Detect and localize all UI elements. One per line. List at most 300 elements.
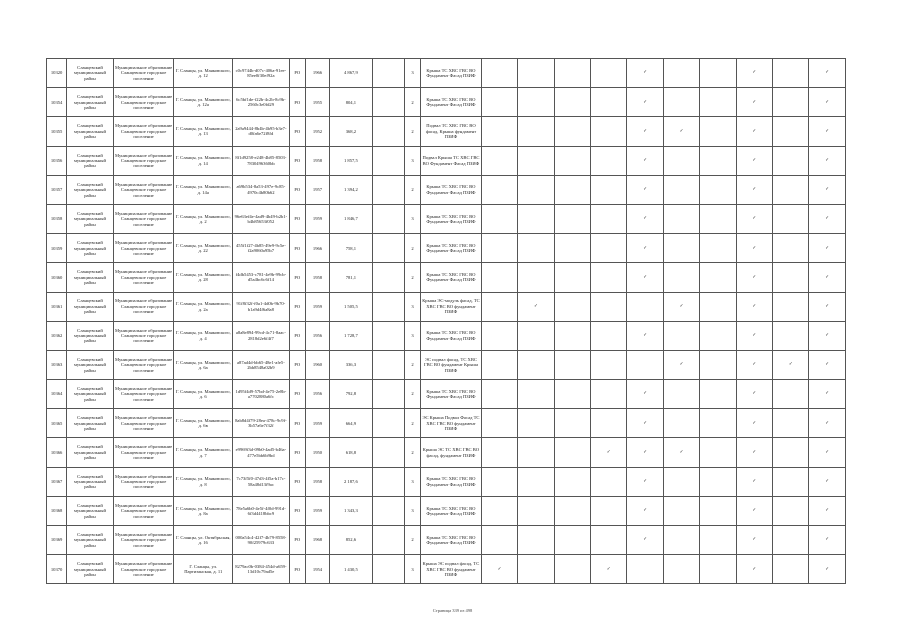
floors-cell: 3 <box>404 59 420 88</box>
check-cell: ✓ <box>736 204 772 233</box>
check-cell <box>518 88 554 117</box>
check-cell: ✓ <box>809 321 846 350</box>
blank-cell <box>372 496 404 525</box>
check-cell <box>481 438 517 467</box>
check-cell <box>591 204 627 233</box>
check-cell <box>518 467 554 496</box>
blank-cell <box>372 555 404 584</box>
check-cell: ✓ <box>736 526 772 555</box>
district-cell: Сланцевский муниципальный район <box>67 146 114 175</box>
check-cell <box>700 88 736 117</box>
address-cell: Г. Сланцы, ул. Маяковского, д. 8а <box>174 496 233 525</box>
guid-cell: 8ab8d4f79-28ea-478c-9c9f-3b57a6e7f32f <box>233 409 290 438</box>
floors-cell: 3 <box>404 204 420 233</box>
guid-cell: 000a54c4-42f7-4b79-8558-90f25979c633 <box>233 526 290 555</box>
guid-cell: 91f8f32f-f0a1-4d0b-9b70-b1a9d4f6a8a8 <box>233 292 290 321</box>
check-cell: ✓ <box>627 263 663 292</box>
blank-cell <box>372 88 404 117</box>
year-cell: 1966 <box>305 59 329 88</box>
row-id: 10355 <box>47 117 67 146</box>
area-cell: 852,6 <box>330 526 372 555</box>
check-cell <box>773 321 809 350</box>
blank-cell <box>372 263 404 292</box>
table-row <box>47 175 846 204</box>
org-cell: Муниципальное образование Сланцевское городское поселение <box>113 467 174 496</box>
check-cell: ✓ <box>809 88 846 117</box>
check-cell <box>481 526 517 555</box>
year-cell: 1958 <box>305 467 329 496</box>
org-cell: Муниципальное образование Сланцевское городское поселение <box>113 59 174 88</box>
table-row <box>47 526 846 555</box>
check-cell <box>773 438 809 467</box>
check-cell <box>700 526 736 555</box>
check-cell: ✓ <box>809 526 846 555</box>
district-cell: Сланцевский муниципальный район <box>67 88 114 117</box>
floors-cell: 2 <box>404 409 420 438</box>
check-cell: ✓ <box>809 204 846 233</box>
district-cell: Сланцевский муниципальный район <box>67 59 114 88</box>
year-cell: 1966 <box>305 234 329 263</box>
check-cell <box>663 234 699 263</box>
check-cell <box>700 467 736 496</box>
area-cell: 781,1 <box>330 263 372 292</box>
check-cell <box>773 526 809 555</box>
check-cell <box>591 292 627 321</box>
check-cell: ✓ <box>809 292 846 321</box>
works-cell: Крыша ТС ХВС ГВС ВО Фундамент Фасад ПЗИФ <box>421 204 482 233</box>
guid-cell: 2a9a9444-8b4b-4b95-b3e7-d0fa6e72f8fd <box>233 117 290 146</box>
table-row <box>47 263 846 292</box>
works-cell: Подвал Крыша ТС ХВС ГВС ВО Фундамент Фасад ПЗИФ <box>421 146 482 175</box>
row-id: 10359 <box>47 234 67 263</box>
table-row <box>47 467 846 496</box>
area-cell: 1 505,5 <box>330 292 372 321</box>
check-cell <box>663 88 699 117</box>
check-cell <box>481 409 517 438</box>
address-cell: Г. Сланцы, ул. Маяковского, д. 12 <box>174 59 233 88</box>
type-cell: PO <box>289 380 305 409</box>
check-cell <box>591 175 627 204</box>
table-row <box>47 59 846 88</box>
check-cell <box>773 263 809 292</box>
table-row <box>47 555 846 584</box>
address-cell: Г. Сланцы, ул. Маяковского, д. 2 <box>174 204 233 233</box>
district-cell: Сланцевский муниципальный район <box>67 263 114 292</box>
row-id: 10357 <box>47 175 67 204</box>
district-cell: Сланцевский муниципальный район <box>67 555 114 584</box>
year-cell: 1955 <box>305 88 329 117</box>
check-cell <box>518 496 554 525</box>
check-cell <box>518 526 554 555</box>
works-cell: Крыша ЭС подвал фасад, ТС ХВС ГВС ВО фундамент ПЗИФ <box>421 555 482 584</box>
check-cell <box>554 526 590 555</box>
check-cell <box>591 263 627 292</box>
type-cell: PO <box>289 438 305 467</box>
table-row <box>47 380 846 409</box>
year-cell: 1968 <box>305 526 329 555</box>
area-cell: 1 857,5 <box>330 146 372 175</box>
check-cell: ✓ <box>627 234 663 263</box>
check-cell <box>700 380 736 409</box>
district-cell: Сланцевский муниципальный район <box>67 234 114 263</box>
guid-cell: a87ad4d-bb65-48e1-afe5-2bb8548a02b9 <box>233 350 290 379</box>
blank-cell <box>372 292 404 321</box>
address-cell: Г. Сланцы, ул. Маяковского, д. 12а <box>174 88 233 117</box>
guid-cell: c0c9744b-d07c-406a-91ee-85ee0f30ef92a <box>233 59 290 88</box>
check-cell <box>663 321 699 350</box>
table-row <box>47 204 846 233</box>
check-cell <box>554 409 590 438</box>
check-cell <box>700 350 736 379</box>
check-cell <box>700 263 736 292</box>
check-cell <box>773 117 809 146</box>
check-cell: ✓ <box>809 409 846 438</box>
check-cell <box>481 175 517 204</box>
check-cell <box>700 496 736 525</box>
check-cell <box>627 292 663 321</box>
check-cell <box>663 263 699 292</box>
check-cell: ✓ <box>663 350 699 379</box>
guid-cell: 1d95f4d9-57bd-4e75-2e8b-a7702880a6fc <box>233 380 290 409</box>
check-cell <box>591 88 627 117</box>
area-cell: 664,9 <box>330 409 372 438</box>
check-cell <box>700 321 736 350</box>
district-cell: Сланцевский муниципальный район <box>67 496 114 525</box>
address-cell: Г. Сланцы, ул. Маяковского, д. 14 <box>174 146 233 175</box>
org-cell: Муниципальное образование Сланцевское городское поселение <box>113 555 174 584</box>
check-cell <box>554 321 590 350</box>
row-id: 10354 <box>47 88 67 117</box>
year-cell: 1952 <box>305 117 329 146</box>
table-row <box>47 146 846 175</box>
check-cell <box>700 59 736 88</box>
works-cell: ЭС Крыша Подвал Фасад ТС ХВС ГВС ВО фундамент ПЗИФ <box>421 409 482 438</box>
table-body <box>47 59 846 584</box>
check-cell <box>518 175 554 204</box>
check-cell <box>773 204 809 233</box>
year-cell: 1959 <box>305 292 329 321</box>
table-row <box>47 117 846 146</box>
check-cell <box>518 380 554 409</box>
district-cell: Сланцевский муниципальный район <box>67 467 114 496</box>
floors-cell: 3 <box>404 292 420 321</box>
check-cell: ✓ <box>627 321 663 350</box>
check-cell <box>773 292 809 321</box>
check-cell <box>700 204 736 233</box>
type-cell: PO <box>289 526 305 555</box>
check-cell <box>481 204 517 233</box>
check-cell <box>663 409 699 438</box>
row-id: 10369 <box>47 526 67 555</box>
year-cell: 1959 <box>305 409 329 438</box>
address-cell: Г. Сланцы, ул. Октябрьская, д. 16 <box>174 526 233 555</box>
check-cell <box>554 204 590 233</box>
check-cell <box>481 263 517 292</box>
year-cell: 1959 <box>305 204 329 233</box>
check-cell <box>773 467 809 496</box>
type-cell: PO <box>289 409 305 438</box>
type-cell: PO <box>289 292 305 321</box>
blank-cell <box>372 117 404 146</box>
check-cell <box>481 467 517 496</box>
check-cell: ✓ <box>627 467 663 496</box>
check-cell <box>518 234 554 263</box>
check-cell <box>663 204 699 233</box>
guid-cell: 78e5a6b0-4e5f-4f0d-991d-6f3d4418bbc9 <box>233 496 290 525</box>
district-cell: Сланцевский муниципальный район <box>67 292 114 321</box>
check-cell <box>481 496 517 525</box>
area-cell: 368,2 <box>330 117 372 146</box>
year-cell: 1960 <box>305 350 329 379</box>
year-cell: 1957 <box>305 175 329 204</box>
check-cell <box>627 350 663 379</box>
check-cell <box>773 409 809 438</box>
check-cell <box>481 292 517 321</box>
blank-cell <box>372 321 404 350</box>
check-cell <box>591 526 627 555</box>
works-cell: Крыша ТС ХВС ГВС ВО Фундамент Фасад ПЗИФ <box>421 321 482 350</box>
check-cell <box>518 555 554 584</box>
check-cell <box>591 467 627 496</box>
check-cell <box>773 380 809 409</box>
check-cell: ✓ <box>809 467 846 496</box>
works-cell: Крыша ТС ХВС ГВС ВО Фундамент Фасад ПЗИФ <box>421 496 482 525</box>
check-cell <box>773 234 809 263</box>
check-cell: ✓ <box>736 234 772 263</box>
table-row <box>47 496 846 525</box>
check-cell <box>554 292 590 321</box>
check-cell: ✓ <box>736 88 772 117</box>
guid-cell: 96e63ef4e-4ad9-4b49-b2b1-b4b85653f052 <box>233 204 290 233</box>
area-cell: 1 846,7 <box>330 204 372 233</box>
check-cell: ✓ <box>773 350 809 379</box>
check-cell <box>554 380 590 409</box>
org-cell: Муниципальное образование Сланцевское городское поселение <box>113 438 174 467</box>
row-id: 10356 <box>47 146 67 175</box>
address-cell: Г. Сланцы, ул. Маяковского, д. 6а <box>174 350 233 379</box>
works-cell: Крыша ЭС ТС ХВС ГВС ВО фасад, фундамент ПЗИФ <box>421 438 482 467</box>
check-cell: ✓ <box>736 350 772 379</box>
check-cell <box>773 88 809 117</box>
check-cell <box>663 380 699 409</box>
blank-cell <box>372 438 404 467</box>
check-cell: ✓ <box>736 409 772 438</box>
check-cell <box>554 496 590 525</box>
check-cell <box>554 88 590 117</box>
check-cell: ✓ <box>736 555 772 584</box>
address-cell: Г. Сланцы, ул. Маяковского, д. 7 <box>174 438 233 467</box>
check-cell: ✓ <box>736 380 772 409</box>
works-cell: Крыша ТС ХВС ГВС ВО Фундамент Фасад ПЗИФ <box>421 175 482 204</box>
year-cell: 1956 <box>305 321 329 350</box>
check-cell: ✓ <box>809 117 846 146</box>
check-cell <box>518 146 554 175</box>
type-cell: PO <box>289 88 305 117</box>
area-cell: 1 430,5 <box>330 555 372 584</box>
check-cell: ✓ <box>627 526 663 555</box>
row-id: 10368 <box>47 496 67 525</box>
address-cell: Г. Сланцы, ул. Маяковского, д. 4 <box>174 321 233 350</box>
area-cell: 2 187,6 <box>330 467 372 496</box>
org-cell: Муниципальное образование Сланцевское городское поселение <box>113 117 174 146</box>
works-cell: ЭС подвал фасад, ТС ХВС ГВС ВО фундамент Крыша ПЗИФ <box>421 350 482 379</box>
type-cell: PO <box>289 321 305 350</box>
row-id: 10365 <box>47 409 67 438</box>
check-cell <box>663 496 699 525</box>
works-cell: Крыша ТС ХВС ГВС ВО Фундамент Фасад ПЗИФ <box>421 263 482 292</box>
works-cell: Крыша ТС ХВС ГВС ВО Фундамент Фасад ПЗИФ <box>421 380 482 409</box>
year-cell: 1959 <box>305 496 329 525</box>
works-cell: Крыша ТС ХВС ГВС ВО Фундамент Фасад ПЗИФ <box>421 234 482 263</box>
guid-cell: f4db5453-c781-4e9b-99cb-d5a4bc6c6f14 <box>233 263 290 292</box>
check-cell: ✓ <box>809 59 846 88</box>
district-cell: Сланцевский муниципальный район <box>67 380 114 409</box>
check-cell <box>554 555 590 584</box>
check-cell <box>518 409 554 438</box>
check-cell: ✓ <box>591 438 627 467</box>
blank-cell <box>372 380 404 409</box>
check-cell <box>591 409 627 438</box>
check-cell <box>773 59 809 88</box>
row-id: 10367 <box>47 467 67 496</box>
check-cell: ✓ <box>663 117 699 146</box>
type-cell: PO <box>289 467 305 496</box>
works-cell: Крыша ТС ХВС ГВС ВО Фундамент Фасад ПЗИФ <box>421 467 482 496</box>
check-cell: ✓ <box>663 438 699 467</box>
check-cell <box>481 59 517 88</box>
check-cell <box>591 117 627 146</box>
floors-cell: 3 <box>404 467 420 496</box>
row-id: 10363 <box>47 350 67 379</box>
guid-cell: a8a8e894-99cd-4c71-8aac-2818d2e6f4f7 <box>233 321 290 350</box>
type-cell: PO <box>289 117 305 146</box>
works-cell: Крыша ТС ХВС ГВС ВО Фундамент Фасад ПЗИФ <box>421 526 482 555</box>
check-cell <box>518 59 554 88</box>
table-row <box>47 409 846 438</box>
check-cell <box>663 555 699 584</box>
check-cell <box>481 321 517 350</box>
check-cell <box>518 263 554 292</box>
floors-cell: 2 <box>404 526 420 555</box>
check-cell <box>591 234 627 263</box>
floors-cell: 2 <box>404 175 420 204</box>
check-cell: ✓ <box>627 438 663 467</box>
row-id: 10366 <box>47 438 67 467</box>
row-id: 10362 <box>47 321 67 350</box>
type-cell: PO <box>289 204 305 233</box>
type-cell: PO <box>289 59 305 88</box>
row-id: 10360 <box>47 263 67 292</box>
check-cell <box>627 555 663 584</box>
address-cell: Г. Сланцы, ул. Маяковского, д. 14а <box>174 175 233 204</box>
check-cell: ✓ <box>627 380 663 409</box>
floors-cell: 2 <box>404 263 420 292</box>
row-id: 10361 <box>47 292 67 321</box>
org-cell: Муниципальное образование Сланцевское городское поселение <box>113 175 174 204</box>
guid-cell: e9969f3d-09b0-4ad5-b46a-477e5bb6b9bd <box>233 438 290 467</box>
check-cell <box>663 59 699 88</box>
check-cell: ✓ <box>736 496 772 525</box>
check-cell: ✓ <box>736 467 772 496</box>
check-cell <box>700 146 736 175</box>
check-cell <box>700 555 736 584</box>
check-cell: ✓ <box>736 146 772 175</box>
row-id: 10364 <box>47 380 67 409</box>
floors-cell: 3 <box>404 555 420 584</box>
check-cell <box>554 117 590 146</box>
check-cell: ✓ <box>809 496 846 525</box>
row-id: 10320 <box>47 59 67 88</box>
district-cell: Сланцевский муниципальный район <box>67 438 114 467</box>
floors-cell: 3 <box>404 146 420 175</box>
org-cell: Муниципальное образование Сланцевское городское поселение <box>113 526 174 555</box>
check-cell <box>663 175 699 204</box>
check-cell <box>481 234 517 263</box>
check-cell: ✓ <box>809 350 846 379</box>
blank-cell <box>372 234 404 263</box>
address-cell: Г. Сланцы, ул. Маяковского, д. 6в <box>174 409 233 438</box>
check-cell <box>481 380 517 409</box>
check-cell <box>518 438 554 467</box>
check-cell: ✓ <box>736 292 772 321</box>
floors-cell: 2 <box>404 234 420 263</box>
check-cell <box>700 234 736 263</box>
check-cell <box>773 146 809 175</box>
works-cell: Подвал ТС ХВС ГВС ВО фасад, Крыша фундамент ПЗИФ <box>421 117 482 146</box>
check-cell <box>700 175 736 204</box>
org-cell: Муниципальное образование Сланцевское городское поселение <box>113 234 174 263</box>
address-cell: Г. Сланцы, ул. Партизанская, д. 11 <box>174 555 233 584</box>
check-cell: ✓ <box>736 263 772 292</box>
check-cell <box>554 146 590 175</box>
table-row <box>47 321 846 350</box>
works-cell: Крыша ТС ХВС ГВС ВО Фундамент Фасад ПЗИФ <box>421 88 482 117</box>
guid-cell: 8f1d9258-e248-4b85-8503-7830496360bb <box>233 146 290 175</box>
check-cell: ✓ <box>627 146 663 175</box>
check-cell <box>554 263 590 292</box>
check-cell: ✓ <box>481 555 517 584</box>
check-cell <box>591 146 627 175</box>
floors-cell: 3 <box>404 321 420 350</box>
type-cell: PO <box>289 263 305 292</box>
check-cell: ✓ <box>809 263 846 292</box>
year-cell: 1958 <box>305 146 329 175</box>
district-cell: Сланцевский муниципальный район <box>67 117 114 146</box>
table-row <box>47 350 846 379</box>
year-cell: 1956 <box>305 380 329 409</box>
area-cell: 1 343,3 <box>330 496 372 525</box>
area-cell: 1 728,7 <box>330 321 372 350</box>
area-cell: 792,8 <box>330 380 372 409</box>
district-cell: Сланцевский муниципальный район <box>67 350 114 379</box>
address-cell: Г. Сланцы, ул. Маяковского, д. 22 <box>174 234 233 263</box>
year-cell: 1950 <box>305 438 329 467</box>
check-cell <box>554 175 590 204</box>
check-cell <box>518 117 554 146</box>
works-cell: Крыша ТС ХВС ГВС ВО Фундамент Фасад ПЗИФ <box>421 59 482 88</box>
check-cell <box>554 467 590 496</box>
check-cell <box>481 350 517 379</box>
check-cell <box>554 350 590 379</box>
blank-cell <box>372 467 404 496</box>
org-cell: Муниципальное образование Сланцевское городское поселение <box>113 88 174 117</box>
area-cell: 804,1 <box>330 88 372 117</box>
check-cell: ✓ <box>809 146 846 175</box>
year-cell: 1958 <box>305 263 329 292</box>
blank-cell <box>372 204 404 233</box>
check-cell <box>591 380 627 409</box>
check-cell <box>591 496 627 525</box>
